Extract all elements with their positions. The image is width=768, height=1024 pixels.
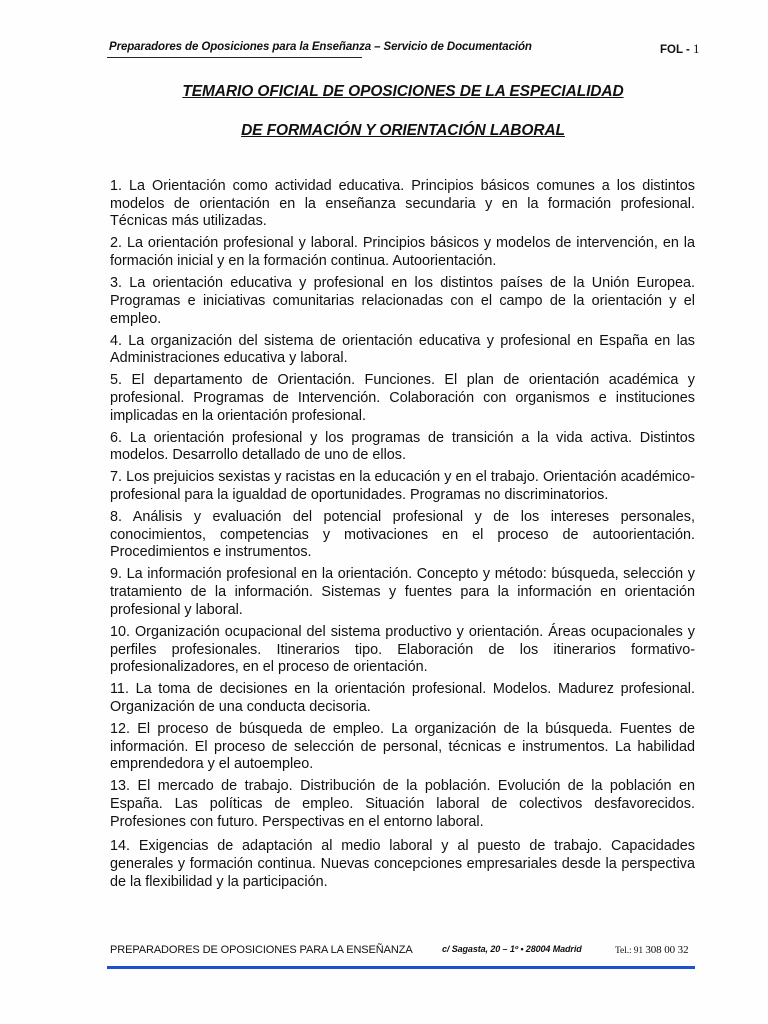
list-item: 10. Organización ocupacional del sistema productivo y orientación. Áreas ocupacionales y perfiles profesionales. Itinerarios tipo. Elaboración de los itinerarios formativo-profesionalizadores, en el proceso de orientación.	[110, 623, 695, 676]
footer-rule	[107, 966, 695, 969]
page-prefix: FOL -	[660, 44, 694, 56]
list-item: 13. El mercado de trabajo. Distribución de la población. Evolución de la población en España. Las políticas de empleo. Situación laboral de colectivos desfavorecidos. Profesiones con futuro. Perspectivas en el entorno laboral.	[110, 778, 695, 830]
footer-tel-prefix: Tel.: 91	[615, 946, 644, 956]
syllabus-list	[110, 178, 695, 896]
page-footer	[110, 944, 695, 964]
footer-organization: PREPARADORES DE OPOSICIONES PARA LA ENSEÑANZA	[110, 944, 413, 956]
page-number-value: 1	[693, 41, 700, 56]
running-header-title: Preparadores de Oposiciones para la Enseñanza – Servicio de Documentación	[109, 41, 532, 53]
footer-address: c/ Sagasta, 20 – 1º • 28004 Madrid	[442, 944, 582, 954]
document-title-line1: TEMARIO OFICIAL DE OPOSICIONES DE LA ESPECIALIDAD	[182, 83, 624, 100]
footer-tel-number: 308 00 32	[645, 944, 689, 956]
list-item: 8. Análisis y evaluación del potencial profesional y de los intereses personales, conocimientos, competencias y motivaciones en el proceso de autoorientación. Procedimientos e instrumentos.	[110, 509, 695, 561]
list-item: 9. La información profesional en la orientación. Concepto y método: búsqueda, selección y tratamiento de la información. Sistemas y fuentes para la información en orientación profesional y laboral.	[110, 566, 695, 618]
list-item: 2. La orientación profesional y laboral. Principios básicos y modelos de intervención, en la formación inicial y en la formación continua. Autoorientación.	[110, 235, 695, 270]
list-item: 11. La toma de decisiones en la orientación profesional. Modelos. Madurez profesional. Organización de una conducta decisoria.	[110, 681, 695, 715]
list-item: 1. La Orientación como actividad educativa. Principios básicos comunes a los distintos modelos de orientación en la enseñanza secundaria y en la formación profesional. Técnicas más utilizadas.	[110, 178, 695, 230]
list-item: 6. La orientación profesional y los programas de transición a la vida activa. Distintos modelos. Desarrollo detallado de uno de ellos.	[110, 429, 695, 464]
list-item: 3. La orientación educativa y profesional en los distintos países de la Unión Europea. Programas e iniciativas comunitarias relacionadas con el campo de la orientación y el empleo.	[110, 275, 695, 327]
header-rule	[107, 57, 362, 58]
list-item: 4. La organización del sistema de orientación educativa y profesional en España en las Administraciones educativa y laboral.	[110, 332, 695, 367]
list-item: 14. Exigencias de adaptación al medio laboral y al puesto de trabajo. Capacidades generales y formación continua. Nuevas concepciones empresariales desde la perspectiva de la flexibilidad y la participación.	[110, 838, 695, 890]
list-item: 5. El departamento de Orientación. Funciones. El plan de orientación académica y profesional. Programas de Intervención. Colaboración con organismos e instituciones implicadas en la orientación profesional.	[110, 372, 695, 424]
footer-telephone	[615, 944, 688, 956]
list-item: 12. El proceso de búsqueda de empleo. La organización de la búsqueda. Fuentes de información. El proceso de selección de personal, técnicas e instrumentos. La habilidad emprendedora y el autoempleo.	[110, 720, 695, 773]
document-title-line2: DE FORMACIÓN Y ORIENTACIÓN LABORAL	[241, 122, 565, 139]
list-item: 7. Los prejuicios sexistas y racistas en la educación y en el trabajo. Orientación académico-profesional para la igualdad de oportunidades. Programas no discriminatorios.	[110, 469, 695, 504]
page-number	[660, 41, 700, 57]
